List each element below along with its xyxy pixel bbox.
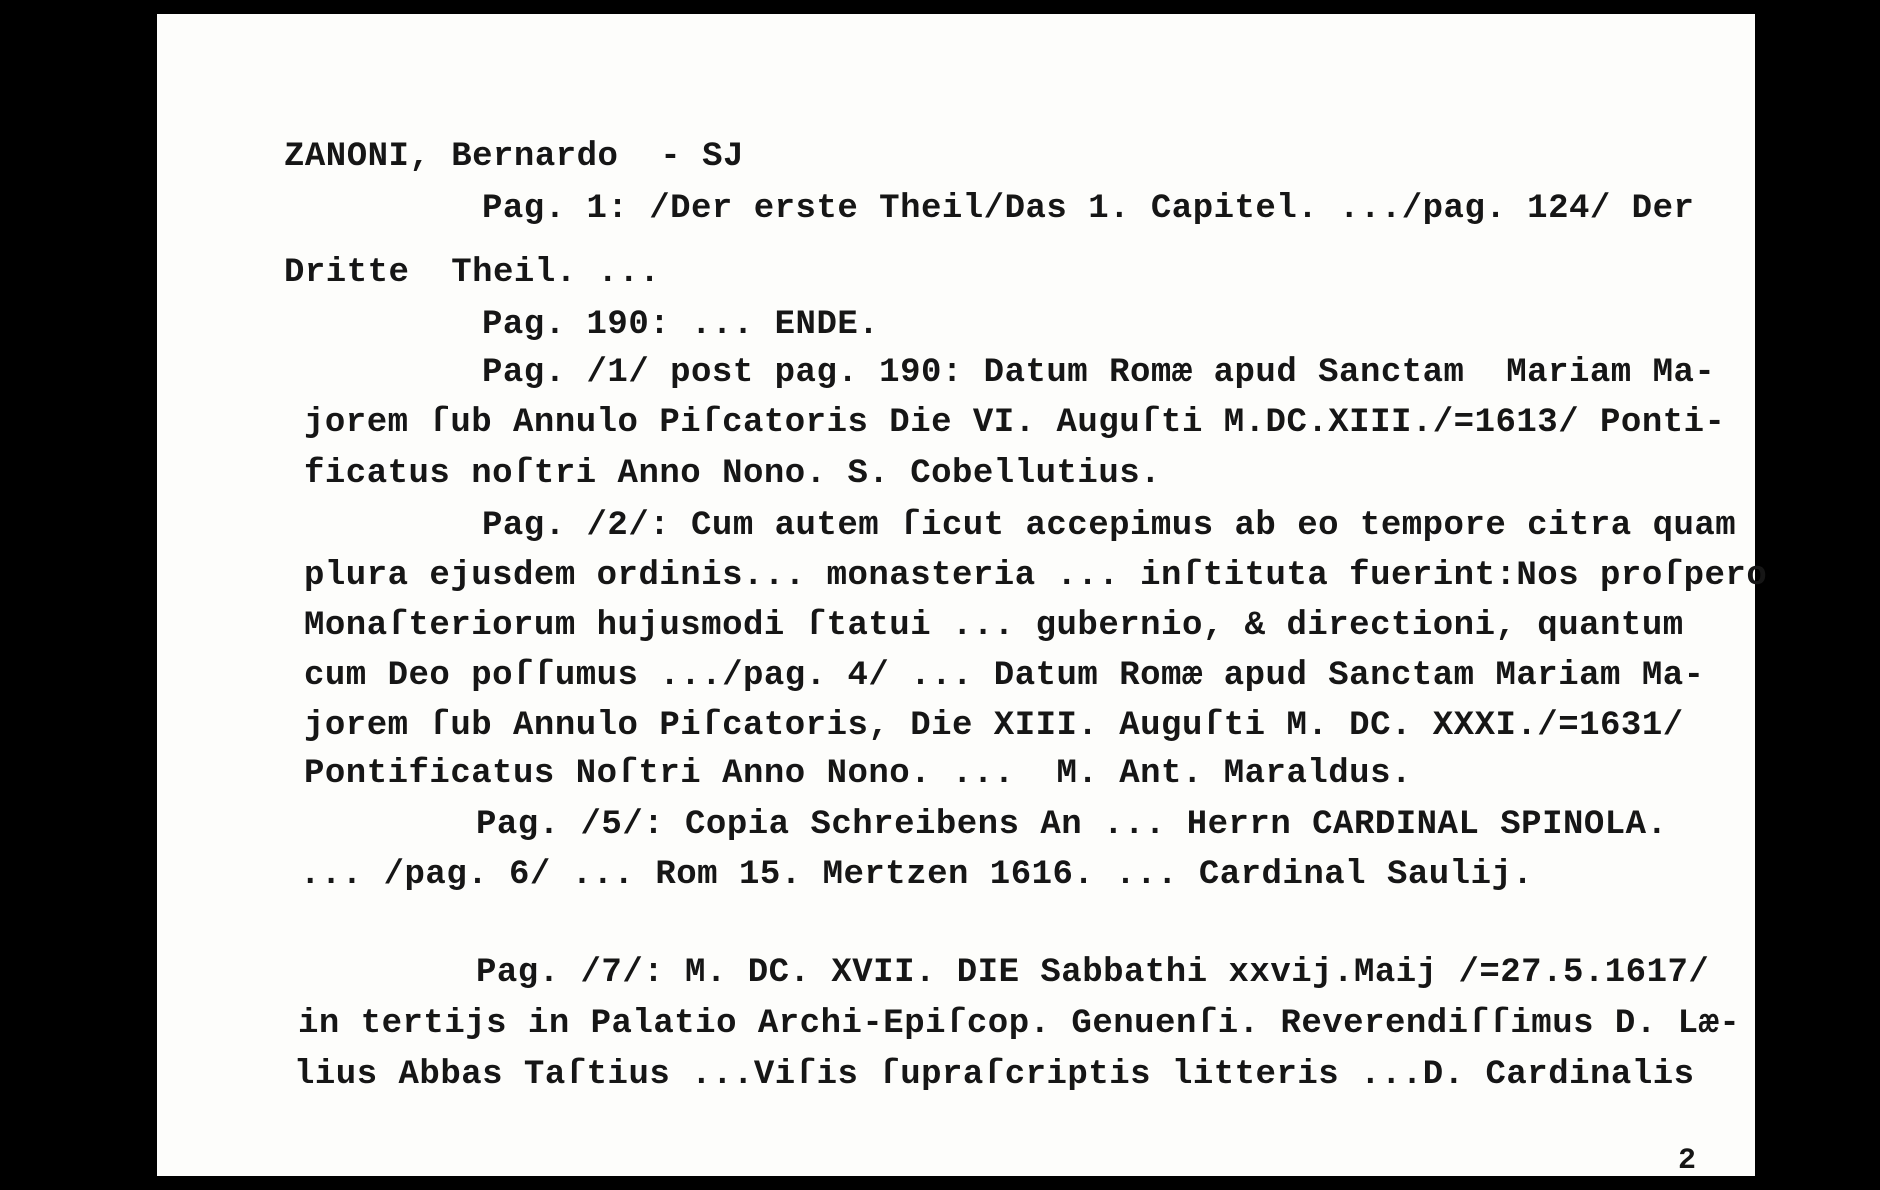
text-line-6: ficatus noſtri Anno Nono. S. Cobellutius. bbox=[304, 455, 1162, 493]
text-line-7: Pag. /2/: Cum autem ſicut accepimus ab eo tempore citra quam bbox=[482, 507, 1737, 545]
page-number: 2 bbox=[1678, 1144, 1697, 1178]
text-line-13: Pag. /5/: Copia Schreibens An ... Herrn CARDINAL SPINOLA. bbox=[476, 806, 1668, 844]
text-line-16: in tertijs in Palatio Archi-Epiſcop. Genuenſi. Reverendiſſimus D. Læ- bbox=[298, 1005, 1741, 1043]
text-line-14: ... /pag. 6/ ... Rom 15. Mertzen 1616. ... Cardinal Saulij. bbox=[300, 856, 1534, 894]
text-line-4: Pag. /1/ post pag. 190: Datum Romæ apud Sanctam Mariam Ma- bbox=[482, 354, 1716, 392]
text-line-1: Pag. 1: /Der erste Theil/Das 1. Capitel. .../pag. 124/ Der bbox=[482, 190, 1695, 228]
text-line-5: jorem ſub Annulo Piſcatoris Die VI. Auguſti M.DC.XIII./=1613/ Ponti- bbox=[304, 404, 1726, 442]
text-line-12: Pontificatus Noſtri Anno Nono. ... M. Ant. Maraldus. bbox=[304, 755, 1412, 793]
text-line-2: Dritte Theil. ... bbox=[284, 254, 661, 292]
text-line-8: plura ejusdem ordinis... monasteria ... inſtituta fuerint:Nos proſpero bbox=[304, 557, 1768, 595]
text-line-3: Pag. 190: ... ENDE. bbox=[482, 306, 880, 344]
text-line-9: Monaſteriorum hujusmodi ſtatui ... gubernio, & directioni, quantum bbox=[304, 607, 1684, 645]
card-heading: ZANONI, Bernardo - SJ bbox=[284, 138, 744, 176]
text-line-10: cum Deo poſſumus .../pag. 4/ ... Datum Romæ apud Sanctam Mariam Ma- bbox=[304, 657, 1705, 695]
text-line-15: Pag. /7/: M. DC. XVII. DIE Sabbathi xxvij.Maij /=27.5.1617/ bbox=[476, 954, 1710, 992]
index-card bbox=[157, 14, 1755, 1176]
text-line-17: lius Abbas Taſtius ...Viſis ſupraſcriptis litteris ...D. Cardinalis bbox=[294, 1056, 1695, 1094]
text-line-11: jorem ſub Annulo Piſcatoris, Die XIII. Auguſti M. DC. XXXI./=1631/ bbox=[304, 707, 1684, 745]
